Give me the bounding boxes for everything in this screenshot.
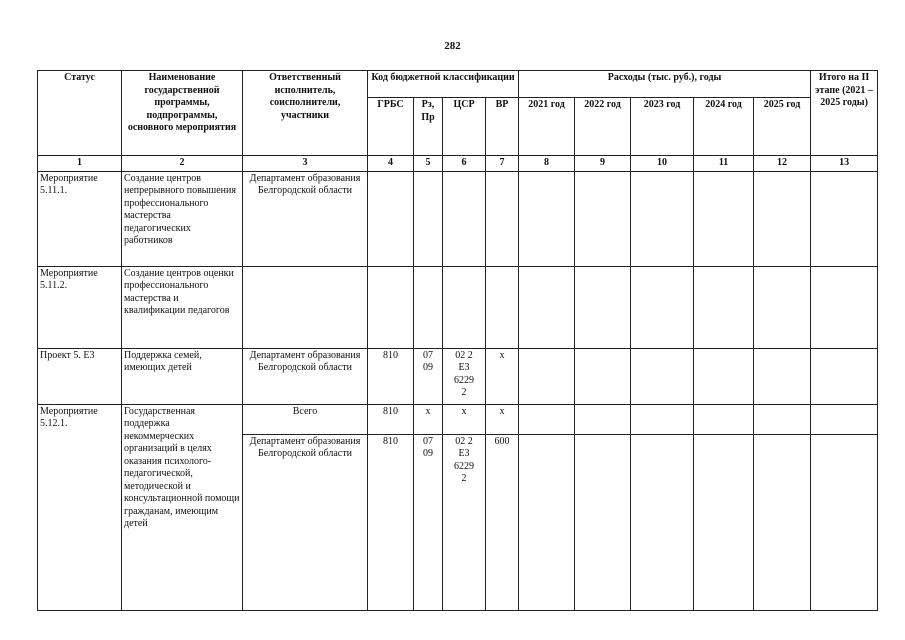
header-csr: ЦСР (443, 98, 486, 156)
expense-2021-cell (519, 171, 575, 266)
expense-2025-cell (754, 404, 811, 434)
vr-cell: х (486, 348, 519, 404)
table-row (38, 404, 878, 434)
expense-2022-cell (575, 266, 631, 348)
expense-2021-cell (519, 348, 575, 404)
header-total: Итого на II этапе (2021 – 2025 годы) (811, 71, 878, 156)
header-2023: 2023 год (631, 98, 694, 156)
column-number: 6 (443, 156, 486, 172)
column-number: 10 (631, 156, 694, 172)
status-cell: Мероприятие 5.11.1. (38, 171, 122, 266)
total-cell (811, 434, 878, 611)
column-number: 11 (694, 156, 754, 172)
expense-2021-cell (519, 266, 575, 348)
responsible-cell: Департамент образования Белгородской области (243, 434, 368, 611)
column-number: 12 (754, 156, 811, 172)
name-cell: Создание центров непрерывного повышения профессионального мастерства педагогических работников (122, 171, 243, 266)
expense-2024-cell (694, 434, 754, 611)
budget-table (37, 70, 878, 611)
header-vr: ВР (486, 98, 519, 156)
csr-cell: 02 2 Е3 6229 2 (443, 434, 486, 611)
column-number: 9 (575, 156, 631, 172)
table-row (38, 348, 878, 404)
expense-2023-cell (631, 404, 694, 434)
table-row (38, 266, 878, 348)
expense-2023-cell (631, 171, 694, 266)
csr-cell (443, 171, 486, 266)
column-number: 13 (811, 156, 878, 172)
expense-2024-cell (694, 266, 754, 348)
header-2024: 2024 год (694, 98, 754, 156)
expense-2022-cell (575, 404, 631, 434)
column-number: 5 (414, 156, 443, 172)
expense-2023-cell (631, 434, 694, 611)
expense-2021-cell (519, 434, 575, 611)
expense-2025-cell (754, 434, 811, 611)
column-number: 8 (519, 156, 575, 172)
header-budget-code: Код бюджетной классификации (368, 71, 519, 98)
column-number: 4 (368, 156, 414, 172)
expense-2024-cell (694, 171, 754, 266)
rzpr-cell: 07 09 (414, 434, 443, 611)
grbs-cell: 810 (368, 348, 414, 404)
rzpr-cell (414, 266, 443, 348)
status-cell: Проект 5. Е3 (38, 348, 122, 404)
vr-cell (486, 266, 519, 348)
expense-2022-cell (575, 171, 631, 266)
grbs-cell (368, 171, 414, 266)
csr-cell (443, 266, 486, 348)
total-cell (811, 266, 878, 348)
column-number: 3 (243, 156, 368, 172)
rzpr-cell: х (414, 404, 443, 434)
expense-2023-cell (631, 266, 694, 348)
name-cell: Поддержка семей, имеющих детей (122, 348, 243, 404)
expense-2022-cell (575, 348, 631, 404)
header-grbs: ГРБС (368, 98, 414, 156)
grbs-cell (368, 266, 414, 348)
expense-2025-cell (754, 348, 811, 404)
vr-cell (486, 171, 519, 266)
responsible-cell: Департамент образования Белгородской области (243, 348, 368, 404)
expense-2025-cell (754, 171, 811, 266)
rzpr-cell: 07 09 (414, 348, 443, 404)
grbs-cell: 810 (368, 404, 414, 434)
expense-2021-cell (519, 404, 575, 434)
column-number: 2 (122, 156, 243, 172)
column-number-row (38, 156, 878, 172)
status-cell: Мероприятие 5.11.2. (38, 266, 122, 348)
expense-2022-cell (575, 434, 631, 611)
responsible-cell (243, 266, 368, 348)
column-number: 7 (486, 156, 519, 172)
grbs-cell: 810 (368, 434, 414, 611)
status-cell: Мероприятие 5.12.1. (38, 404, 122, 611)
csr-cell: 02 2 Е3 6229 2 (443, 348, 486, 404)
header-expenses: Расходы (тыс. руб.), годы (519, 71, 811, 98)
total-cell (811, 404, 878, 434)
column-number: 1 (38, 156, 122, 172)
vr-cell: х (486, 404, 519, 434)
header-2022: 2022 год (575, 98, 631, 156)
vr-cell: 600 (486, 434, 519, 611)
rzpr-cell (414, 171, 443, 266)
expense-2024-cell (694, 348, 754, 404)
name-cell: Создание центров оценки профессионального мастерства и квалификации педагогов (122, 266, 243, 348)
responsible-cell: Всего (243, 404, 368, 434)
header-responsible: Ответственный исполнитель, соисполнители, участники (243, 71, 368, 156)
csr-cell: х (443, 404, 486, 434)
page-number: 282 (444, 40, 461, 52)
expense-2023-cell (631, 348, 694, 404)
expense-2024-cell (694, 404, 754, 434)
header-rzpr: Рз, Пр (414, 98, 443, 156)
expense-2025-cell (754, 266, 811, 348)
header-2025: 2025 год (754, 98, 811, 156)
header-name: Наименование государственной программы, подпрограммы, основного мероприятия (122, 71, 243, 156)
table-row (38, 171, 878, 266)
total-cell (811, 171, 878, 266)
total-cell (811, 348, 878, 404)
header-status: Статус (38, 71, 122, 156)
name-cell: Государственная поддержка некоммерческих организаций в целях оказания психолого-педагогической, методической и консультационной помощи гражданам, имеющим детей (122, 404, 243, 611)
responsible-cell: Департамент образования Белгородской области (243, 171, 368, 266)
header-2021: 2021 год (519, 98, 575, 156)
